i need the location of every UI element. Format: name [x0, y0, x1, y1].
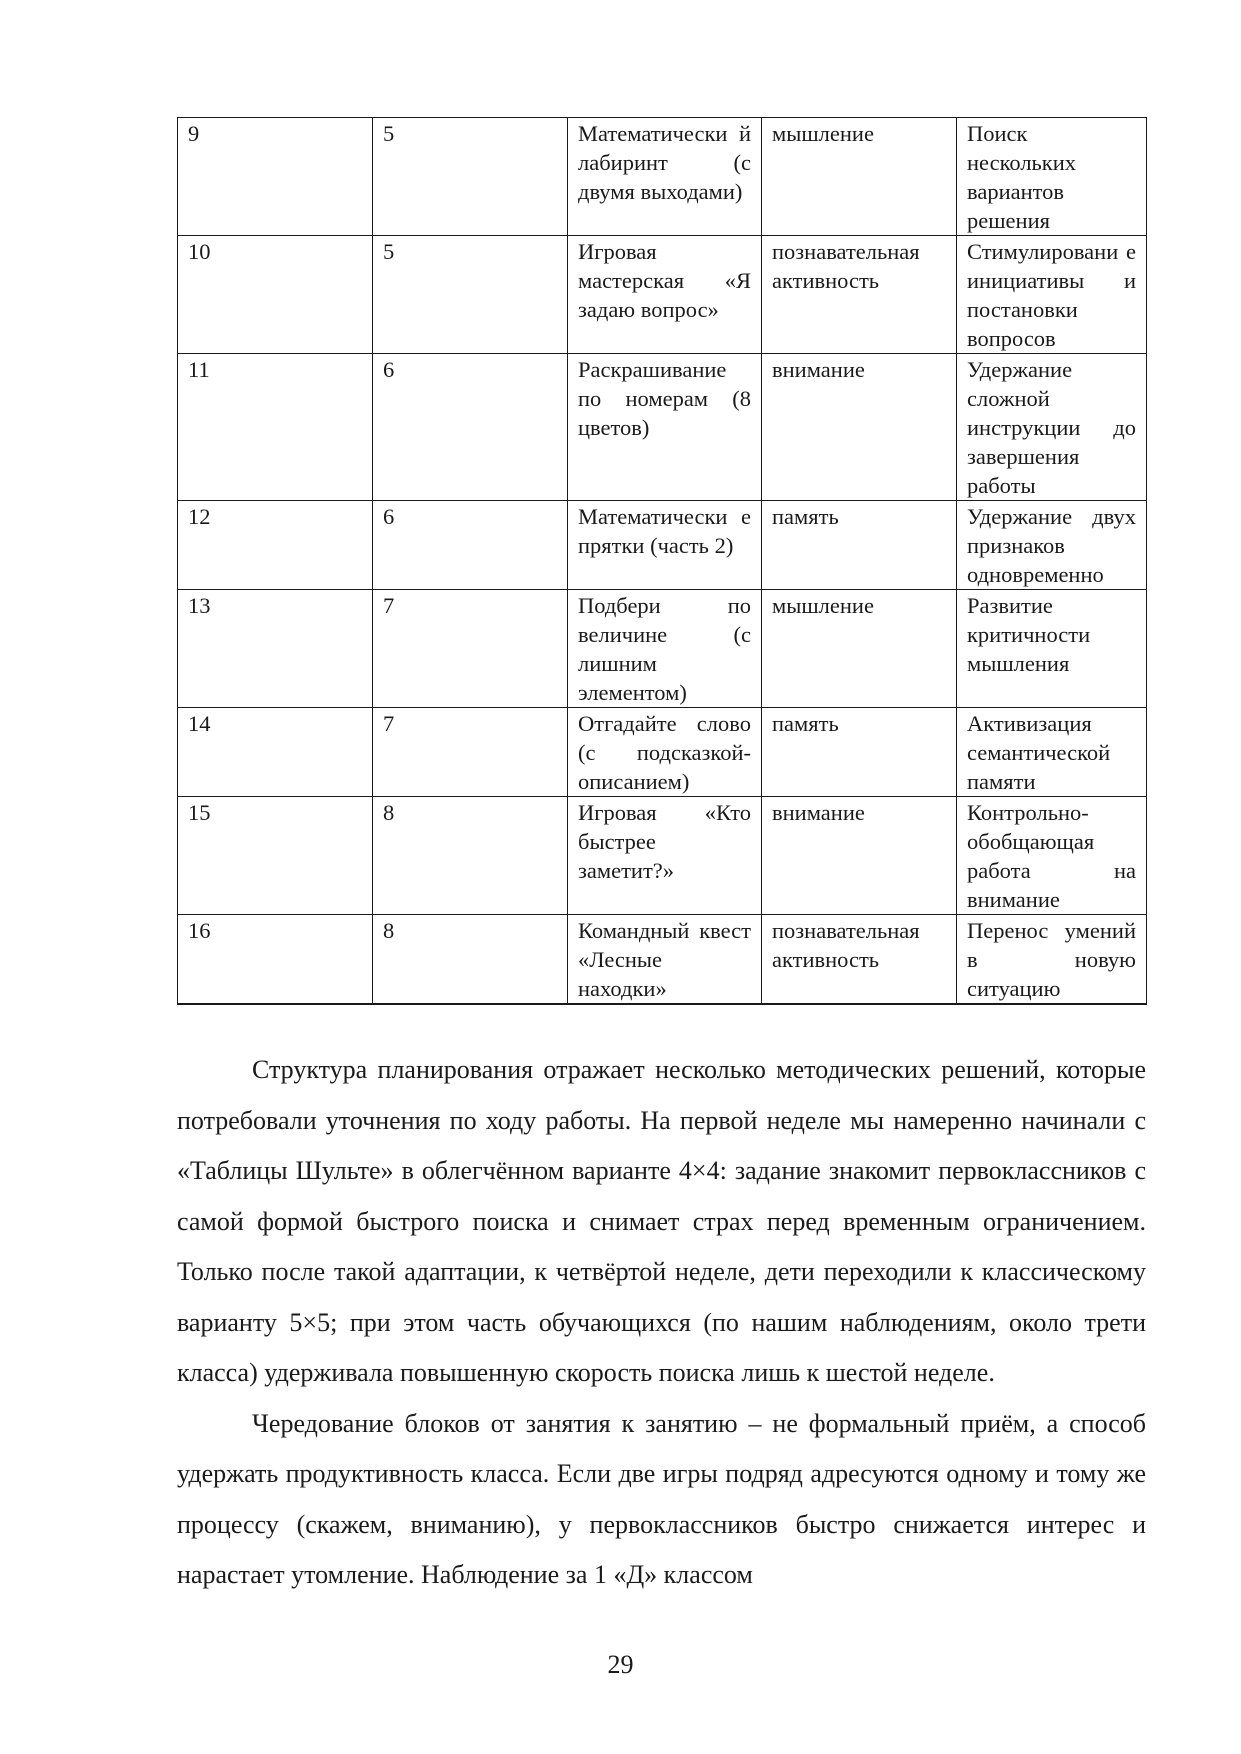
cell-process: познавательная активность: [762, 915, 957, 1005]
cell-process: память: [762, 501, 957, 590]
cell-week: 7: [373, 708, 568, 797]
cell-process: познавательная активность: [762, 236, 957, 354]
table-row: [178, 118, 1147, 236]
cell-week: 7: [373, 590, 568, 708]
table-row: [178, 797, 1147, 915]
lesson-plan-table: [177, 117, 1147, 1005]
cell-week: 5: [373, 236, 568, 354]
cell-game: Математически й лабиринт (с двумя выходами): [568, 118, 762, 236]
cell-lesson-number: 12: [178, 501, 373, 590]
cell-week: 8: [373, 797, 568, 915]
cell-game: Раскрашивание по номерам (8 цветов): [568, 354, 762, 501]
table-row: [178, 354, 1147, 501]
cell-lesson-number: 14: [178, 708, 373, 797]
body-text: [177, 1045, 1146, 1601]
cell-game: Игровая мастерская «Я задаю вопрос»: [568, 236, 762, 354]
cell-lesson-number: 11: [178, 354, 373, 501]
cell-game: Игровая «Кто быстрее заметит?»: [568, 797, 762, 915]
cell-goal: Активизация семантической памяти: [957, 708, 1147, 797]
cell-lesson-number: 9: [178, 118, 373, 236]
cell-week: 6: [373, 501, 568, 590]
cell-goal: Стимулировани е инициативы и постановки вопросов: [957, 236, 1147, 354]
cell-goal: Развитие критичности мышления: [957, 590, 1147, 708]
cell-goal: Удержание двух признаков одновременно: [957, 501, 1147, 590]
cell-process: внимание: [762, 797, 957, 915]
cell-process: мышление: [762, 590, 957, 708]
cell-goal: Удержание сложной инструкции до завершения работы: [957, 354, 1147, 501]
cell-game: Математически е прятки (часть 2): [568, 501, 762, 590]
table-row: [178, 915, 1147, 1005]
cell-lesson-number: 15: [178, 797, 373, 915]
paragraph: Чередование блоков от занятия к занятию – не формальный приём, а способ удержать продуктивность класса. Если две игры подряд адресуются одному и тому же процессу (скажем, вниманию), у первоклассников быстро снижается интерес и нарастает утомление. Наблюдение за 1 «Д» классом: [177, 1408, 1146, 1589]
table-row: [178, 708, 1147, 797]
cell-game: Отгадайте слово (с подсказкой-описанием): [568, 708, 762, 797]
cell-game: Командный квест «Лесные находки»: [568, 915, 762, 1005]
lesson-plan-table-body: [178, 118, 1147, 1005]
page-number: 29: [607, 1650, 634, 1679]
cell-week: 6: [373, 354, 568, 501]
cell-goal: Контрольно-обобщающая работа на внимание: [957, 797, 1147, 915]
cell-lesson-number: 10: [178, 236, 373, 354]
cell-lesson-number: 13: [178, 590, 373, 708]
table-row: [178, 590, 1147, 708]
table-row: [178, 501, 1147, 590]
cell-process: мышление: [762, 118, 957, 236]
cell-game: Подбери по величине (с лишним элементом): [568, 590, 762, 708]
paragraph: Структура планирования отражает несколько методических решений, которые потребовали уточнения по ходу работы. На первой неделе мы намеренно начинали с «Таблицы Шульте» в облегчённом варианте 4×4: задание знакомит первоклассников с самой формой быстрого поиска и снимает страх перед временным ограничением. Только после такой адаптации, к четвёртой неделе, дети переходили к классическому варианту 5×5; при этом часть обучающихся (по нашим наблюдениям, около трети класса) удерживала повышенную скорость поиска лишь к шестой неделе.: [177, 1055, 1146, 1387]
cell-week: 8: [373, 915, 568, 1005]
cell-process: память: [762, 708, 957, 797]
cell-goal: Поиск нескольких вариантов решения: [957, 118, 1147, 236]
table-row: [178, 236, 1147, 354]
cell-lesson-number: 16: [178, 915, 373, 1005]
cell-process: внимание: [762, 354, 957, 501]
cell-week: 5: [373, 118, 568, 236]
cell-goal: Перенос умений в новую ситуацию: [957, 915, 1147, 1005]
